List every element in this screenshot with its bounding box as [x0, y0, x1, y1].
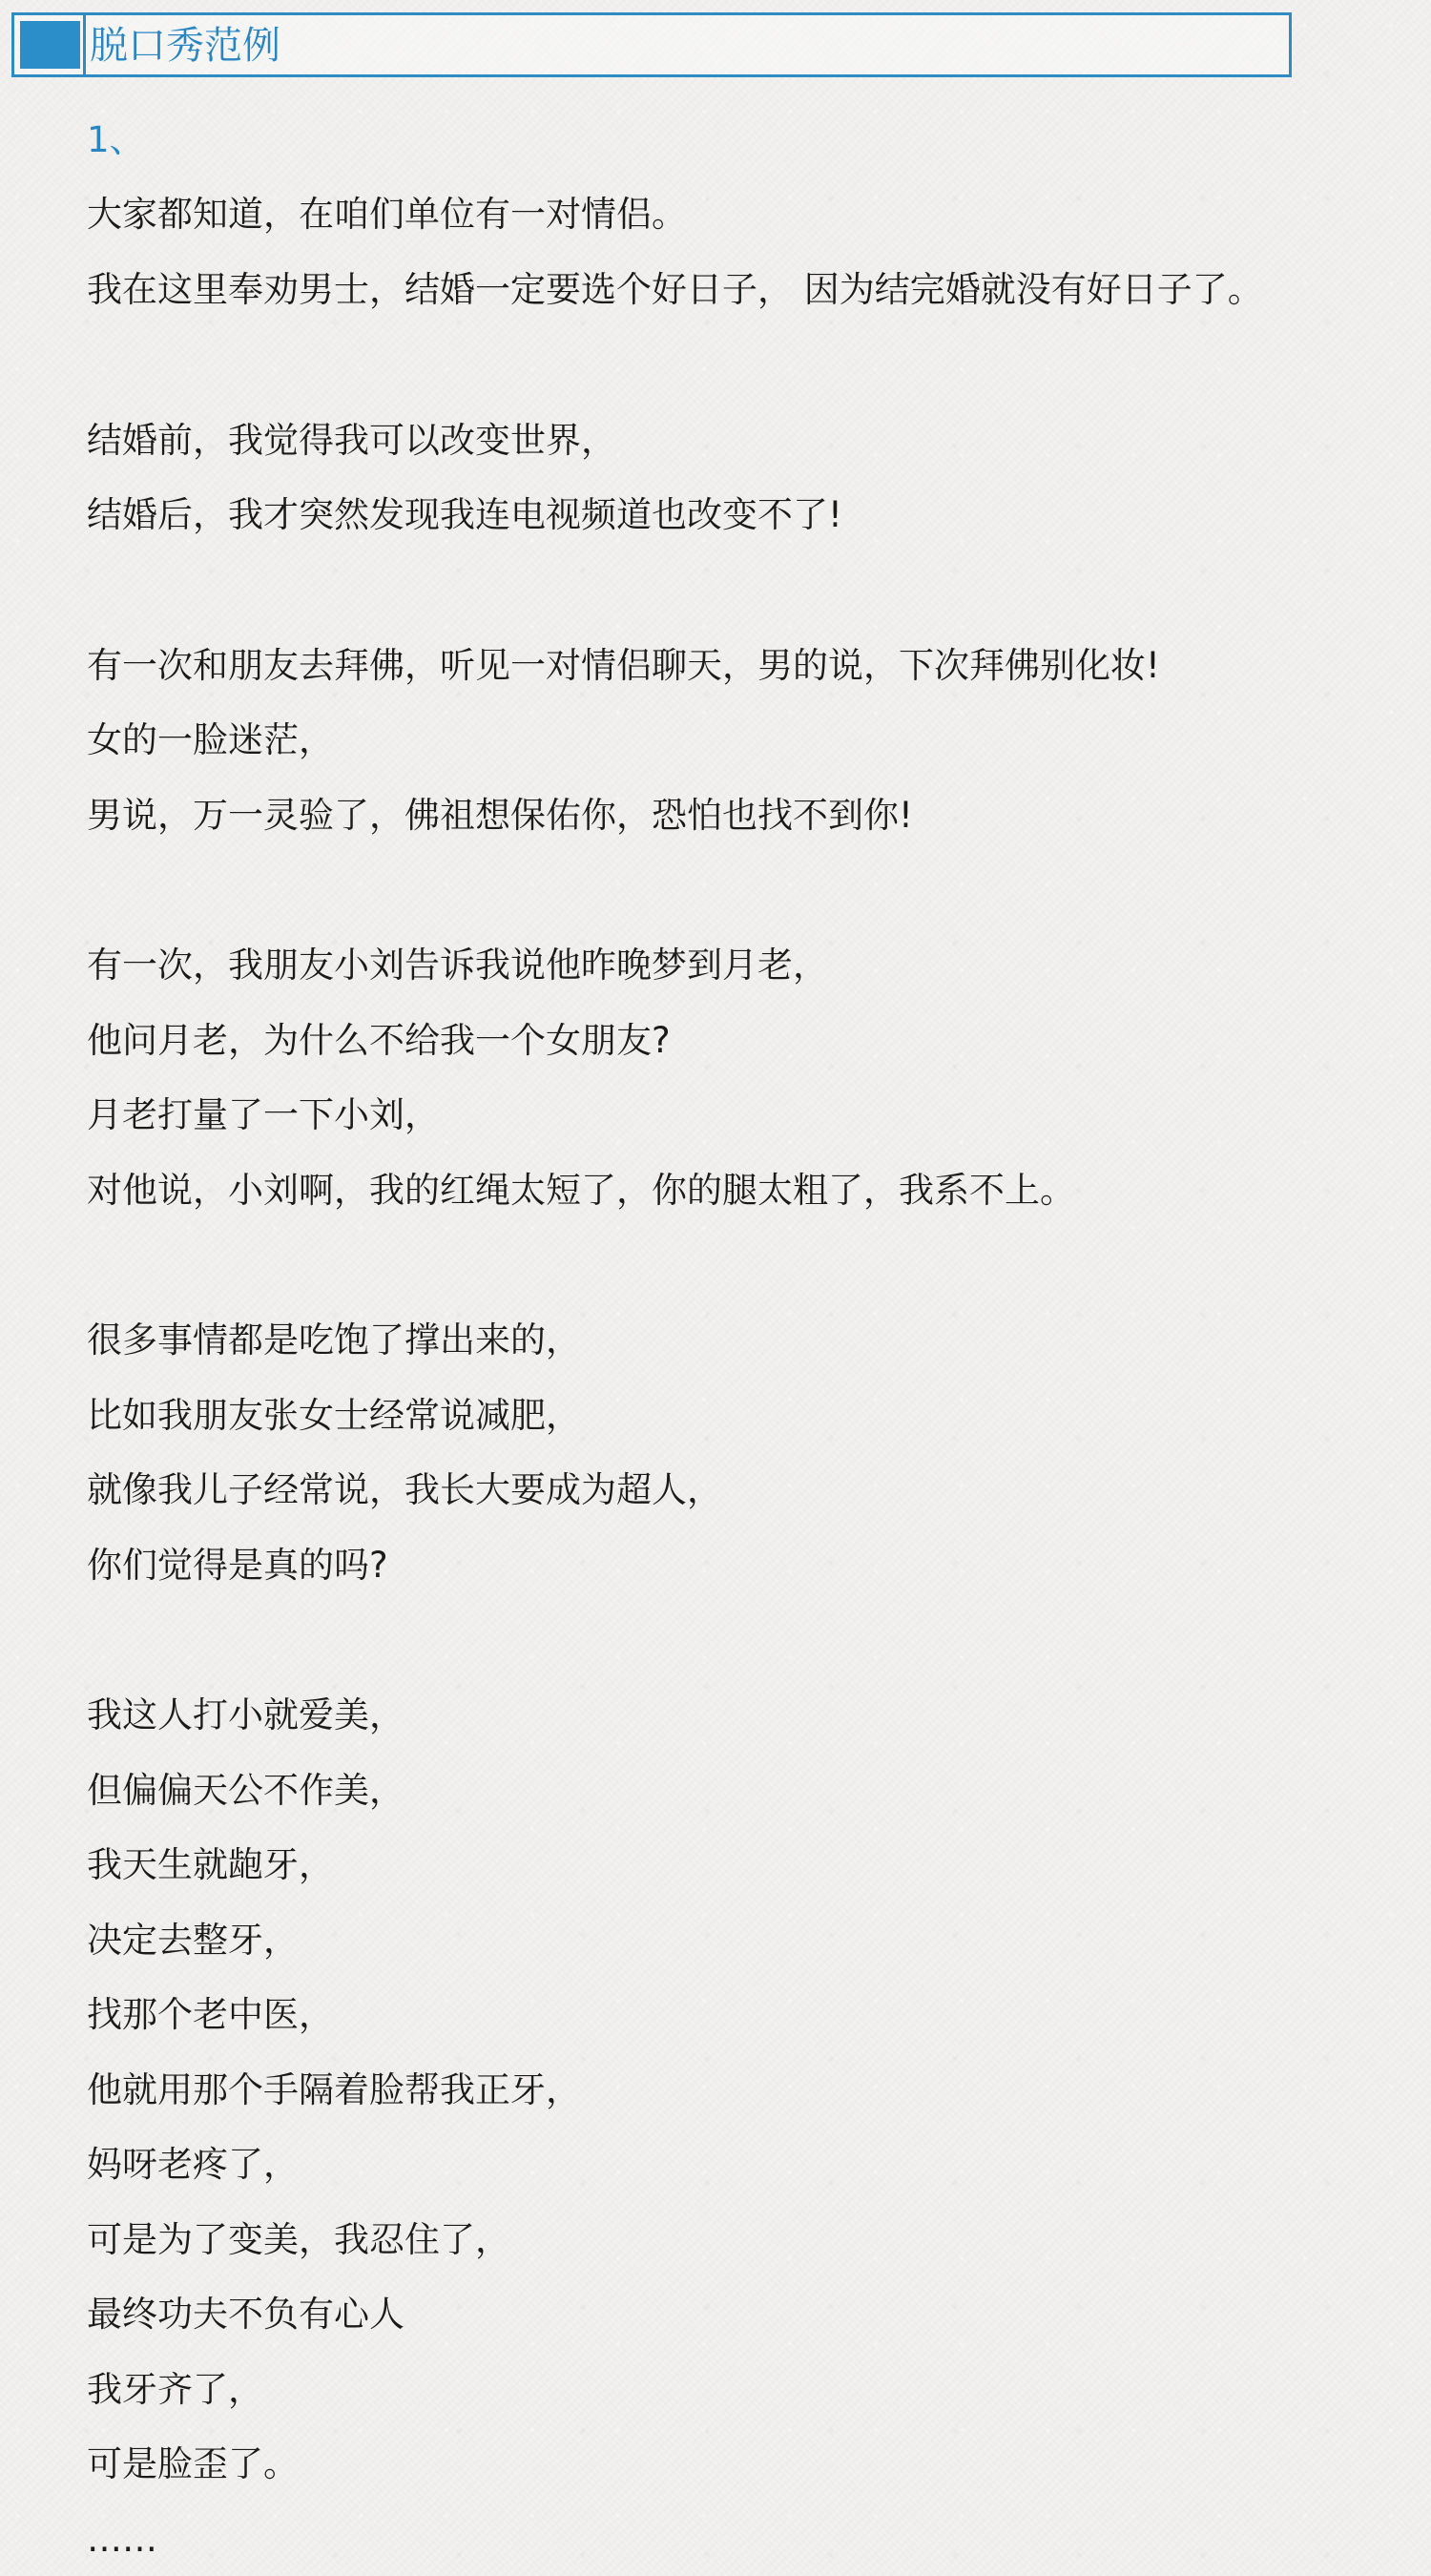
paragraph-line: 可是为了变美，我忍住了，	[87, 2219, 510, 2260]
paragraph-line: 比如我朋友张女士经常说减肥，	[87, 1395, 581, 1436]
paragraph-line: 很多事情都是吃饱了撑出来的，	[87, 1319, 581, 1361]
paragraph-line: 决定去整牙，	[87, 1920, 299, 1961]
section-header	[11, 12, 1292, 77]
paragraph-line: 大家都知道，在咱们单位有一对情侣。	[87, 194, 687, 235]
header-divider	[83, 15, 86, 74]
header-square-icon	[20, 21, 80, 69]
ellipsis-line: ……	[87, 2519, 157, 2560]
paragraph-line: 就像我儿子经常说，我长大要成为超人，	[87, 1469, 722, 1510]
paragraph-line: 你们觉得是真的吗?	[87, 1545, 388, 1586]
paragraph-line: 月老打量了一下小刘，	[87, 1094, 440, 1135]
paragraph-line: 我天生就龅牙，	[87, 1844, 334, 1885]
paragraph-line: 他就用那个手隔着脸帮我正牙，	[87, 2069, 581, 2110]
paragraph-line: 对他说，小刘啊，我的红绳太短了，你的腿太粗了，我系不上。	[87, 1170, 1075, 1211]
paragraph-line: 可是脸歪了。	[87, 2443, 299, 2484]
paragraph-line: 找那个老中医，	[87, 1994, 334, 2035]
paragraph-line: 女的一脸迷茫，	[87, 719, 334, 760]
paragraph-line: 妈呀老疼了，	[87, 2144, 299, 2185]
paragraph-line: 男说，万一灵验了，佛祖想保佑你，恐怕也找不到你!	[87, 795, 913, 836]
paragraph-line: 结婚后，我才突然发现我连电视频道也改变不了!	[87, 494, 842, 535]
paragraph-line: 我这人打小就爱美，	[87, 1694, 404, 1735]
paragraph-line: 他问月老，为什么不给我一个女朋友?	[87, 1020, 671, 1061]
paragraph-line: 我在这里奉劝男士，结婚一定要选个好日子， 因为结完婚就没有好日子了。	[87, 269, 1263, 310]
paragraph-line: 有一次，我朋友小刘告诉我说他昨晚梦到月老，	[87, 945, 828, 986]
section-number: 1、	[87, 119, 145, 160]
paragraph-line: 有一次和朋友去拜佛，听见一对情侣聊天，男的说，下次拜佛别化妆!	[87, 645, 1160, 686]
paragraph-line: 最终功夫不负有心人	[87, 2294, 404, 2335]
paragraph-line: 但偏偏天公不作美，	[87, 1770, 404, 1811]
paragraph-line: 我牙齐了，	[87, 2369, 263, 2410]
paragraph-line: 结婚前，我觉得我可以改变世界，	[87, 420, 616, 461]
page-title: 脱口秀范例	[90, 24, 280, 68]
